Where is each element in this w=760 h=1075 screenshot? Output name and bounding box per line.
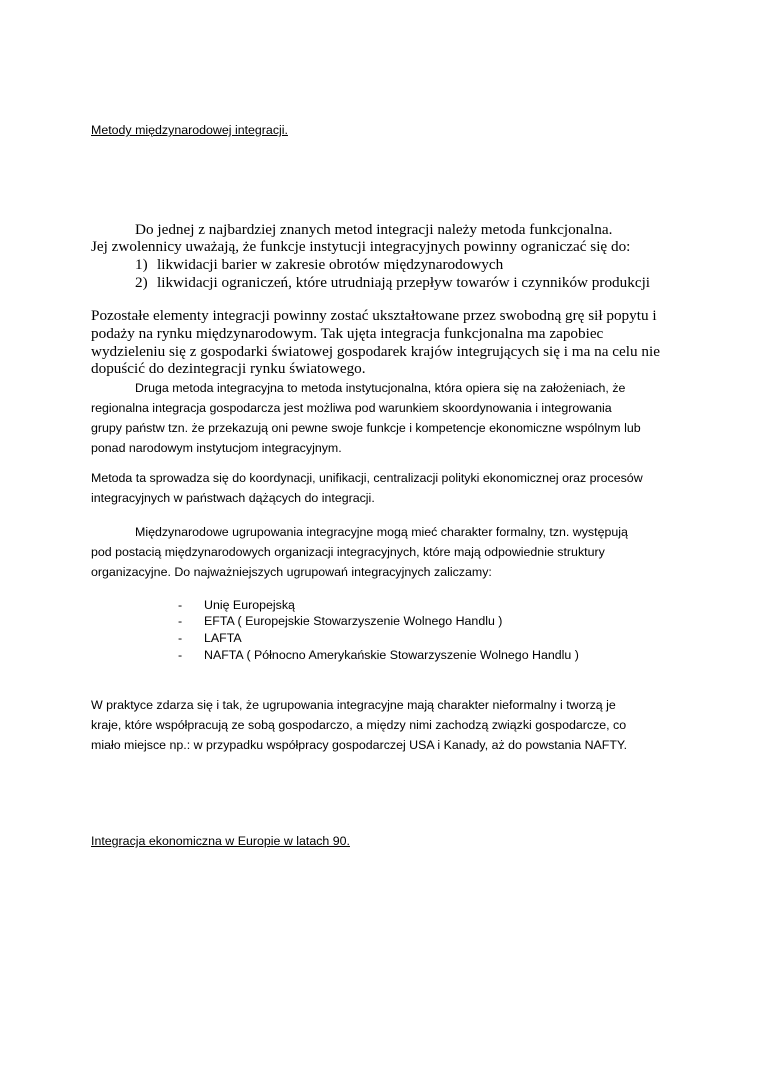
list-item-text: EFTA ( Europejskie Stowarzyszenie Wolnego Handlu )	[204, 614, 503, 628]
list-item	[135, 274, 650, 292]
paragraph-line: Jej zwolennicy uważają, że funkcje instytucji integracyjnych powinny ograniczać się do:	[91, 238, 631, 255]
paragraph-line: ponad narodowym instytucjom integracyjnym.	[91, 441, 342, 455]
section-heading-europe-90s: Integracja ekonomiczna w Europie w latach 90.	[91, 834, 350, 848]
paragraph-line: Pozostałe elementy integracji powinny zostać ukształtowane przez swobodną grę sił popytu i	[91, 307, 657, 324]
list-item-text: NAFTA ( Północno Amerykańskie Stowarzyszenie Wolnego Handlu )	[204, 648, 579, 662]
list-number: 1)	[135, 256, 148, 273]
section-heading-methods: Metody międzynarodowej integracji.	[91, 123, 288, 137]
list-item	[178, 614, 502, 628]
paragraph-line: regionalna integracja gospodarcza jest możliwa pod warunkiem skoordynowania i integrowania	[91, 401, 612, 415]
paragraph-line: Druga metoda integracyjna to metoda instytucjonalna, która opiera się na założeniach, że	[135, 381, 626, 395]
list-item	[135, 256, 503, 274]
list-number: 2)	[135, 274, 148, 291]
list-dash: -	[178, 648, 183, 662]
list-item-text: LAFTA	[204, 631, 242, 645]
paragraph-line: Międzynarodowe ugrupowania integracyjne mogą mieć charakter formalny, tzn. występują	[135, 525, 628, 539]
list-item	[178, 631, 242, 645]
list-dash: -	[178, 631, 183, 645]
paragraph-line: W praktyce zdarza się i tak, że ugrupowania integracyjne mają charakter nieformalny i tworzą je	[91, 698, 616, 712]
list-dash: -	[178, 614, 183, 628]
list-item-text: likwidacji ograniczeń, które utrudniają przepływ towarów i czynników produkcji	[157, 274, 651, 291]
paragraph-line: kraje, które współpracują ze sobą gospodarczo, a między nimi zachodzą związki gospodarcze, co	[91, 718, 627, 732]
paragraph-line: wydzieleniu się z gospodarki światowej gospodarek krajów integrujących się i ma na celu nie	[91, 343, 660, 360]
paragraph-line: dopuścić do dezintegracji rynku światowego.	[91, 360, 366, 377]
paragraph-line: pod postacią międzynarodowych organizacji integracyjnych, które mają odpowiednie struktury	[91, 545, 605, 559]
paragraph-line: grupy państw tzn. że przekazują oni pewne swoje funkcje i kompetencje ekonomiczne wspólnym lub	[91, 421, 641, 435]
paragraph-line: Do jednej z najbardziej znanych metod integracji należy metoda funkcjonalna.	[135, 221, 613, 238]
list-item-text: Unię Europejską	[204, 598, 295, 612]
paragraph-line: organizacyjne. Do najważniejszych ugrupowań integracyjnych zaliczamy:	[91, 565, 492, 579]
paragraph-line: integracyjnych w państwach dążących do integracji.	[91, 491, 375, 505]
list-item	[178, 598, 295, 612]
list-dash: -	[178, 598, 183, 612]
list-item-text: likwidacji barier w zakresie obrotów międzynarodowych	[157, 256, 504, 273]
paragraph-line: Metoda ta sprowadza się do koordynacji, unifikacji, centralizacji polityki ekonomicznej oraz procesów	[91, 471, 643, 485]
paragraph-line: podaży na rynku międzynarodowym. Tak ujęta integracja funkcjonalna ma zapobiec	[91, 325, 604, 342]
paragraph-line: miało miejsce np.: w przypadku współpracy gospodarczej USA i Kanady, aż do powstania NAFTY.	[91, 738, 628, 752]
list-item	[178, 648, 579, 662]
